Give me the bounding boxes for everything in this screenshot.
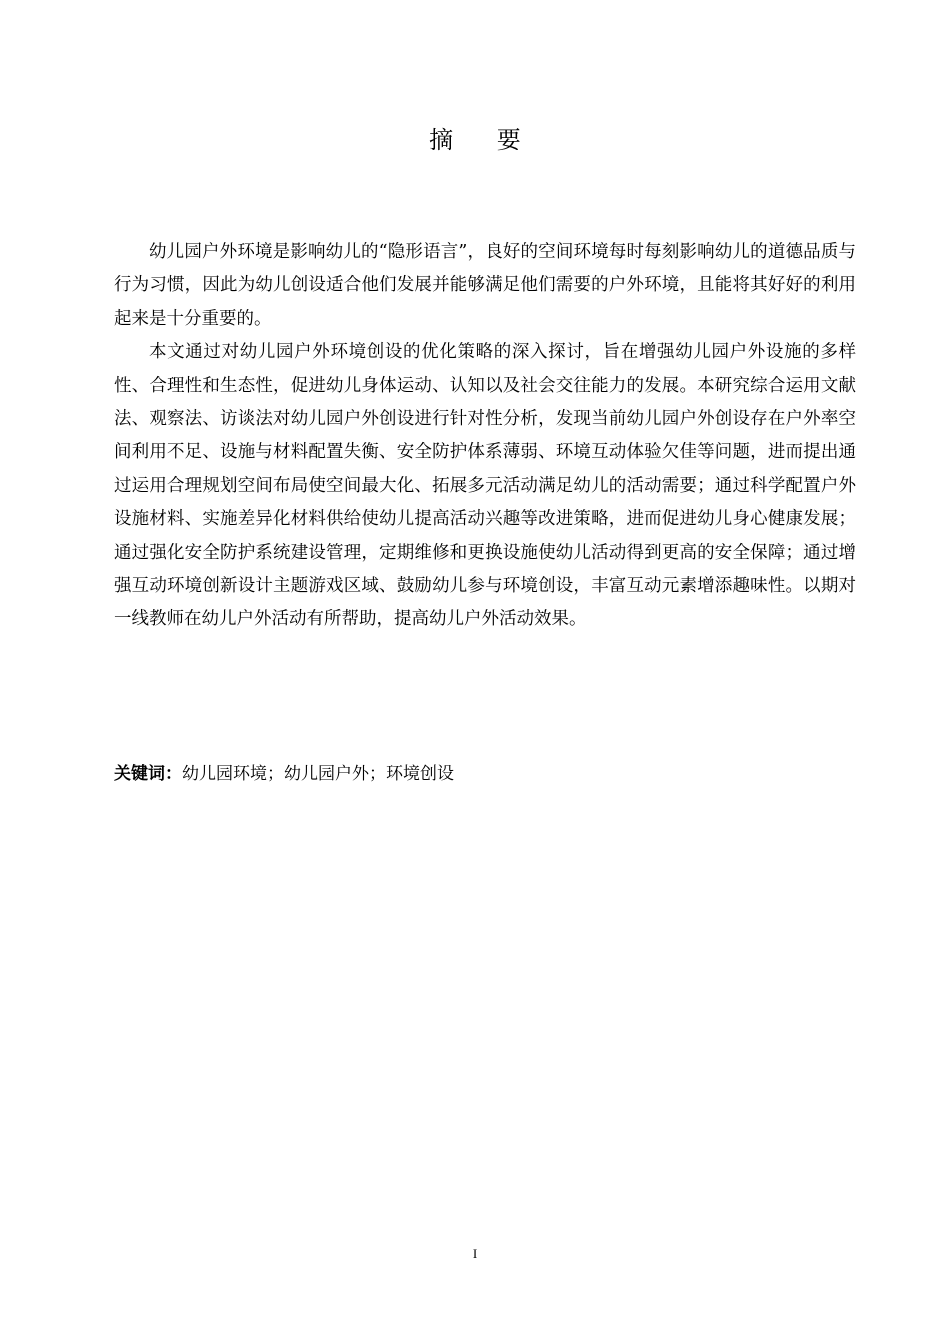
page-title: 摘 要 bbox=[429, 126, 539, 154]
page-number: I bbox=[472, 1246, 478, 1261]
abstract-paragraph: 幼儿园户外环境是影响幼儿的“隐形语言”，良好的空间环境每时每刻影响幼儿的道德品质与行为习惯，因此为幼儿创设适合他们发展并能够满足他们需要的户外环境，且能将其好好的利用起来是十分重要的。 bbox=[114, 242, 856, 329]
keywords-label: 关键词： bbox=[114, 764, 182, 784]
abstract-body bbox=[114, 236, 856, 637]
keywords-value: 幼儿园环境；幼儿园户外；环境创设 bbox=[182, 764, 454, 784]
abstract-paragraph: 本文通过对幼儿园户外环境创设的优化策略的深入探讨，旨在增强幼儿园户外设施的多样性、合理性和生态性，促进幼儿身体运动、认知以及社会交往能力的发展。本研究综合运用文献法、观察法、访谈法对幼儿园户外创设进行针对性分析，发现当前幼儿园户外创设存在户外率空间利用不足、设施与材料配置失衡、安全防护体系薄弱、环境互动体验欠佳等问题，进而提出通过运用合理规划空间布局使空间最大化、拓展多元活动满足幼儿的活动需要；通过科学配置户外设施材料、实施差异化材料供给使幼儿提高活动兴趣等改进策略，进而促进幼儿身心健康发展；通过强化安全防护系统建设管理，定期维修和更换设施使幼儿活动得到更高的安全保障；通过增强互动环境创新设计主题游戏区域、鼓励幼儿参与环境创设，丰富互动元素增添趣味性。以期对一线教师在幼儿户外活动有所帮助，提高幼儿户外活动效果。 bbox=[114, 342, 856, 630]
keywords-line bbox=[114, 758, 856, 790]
